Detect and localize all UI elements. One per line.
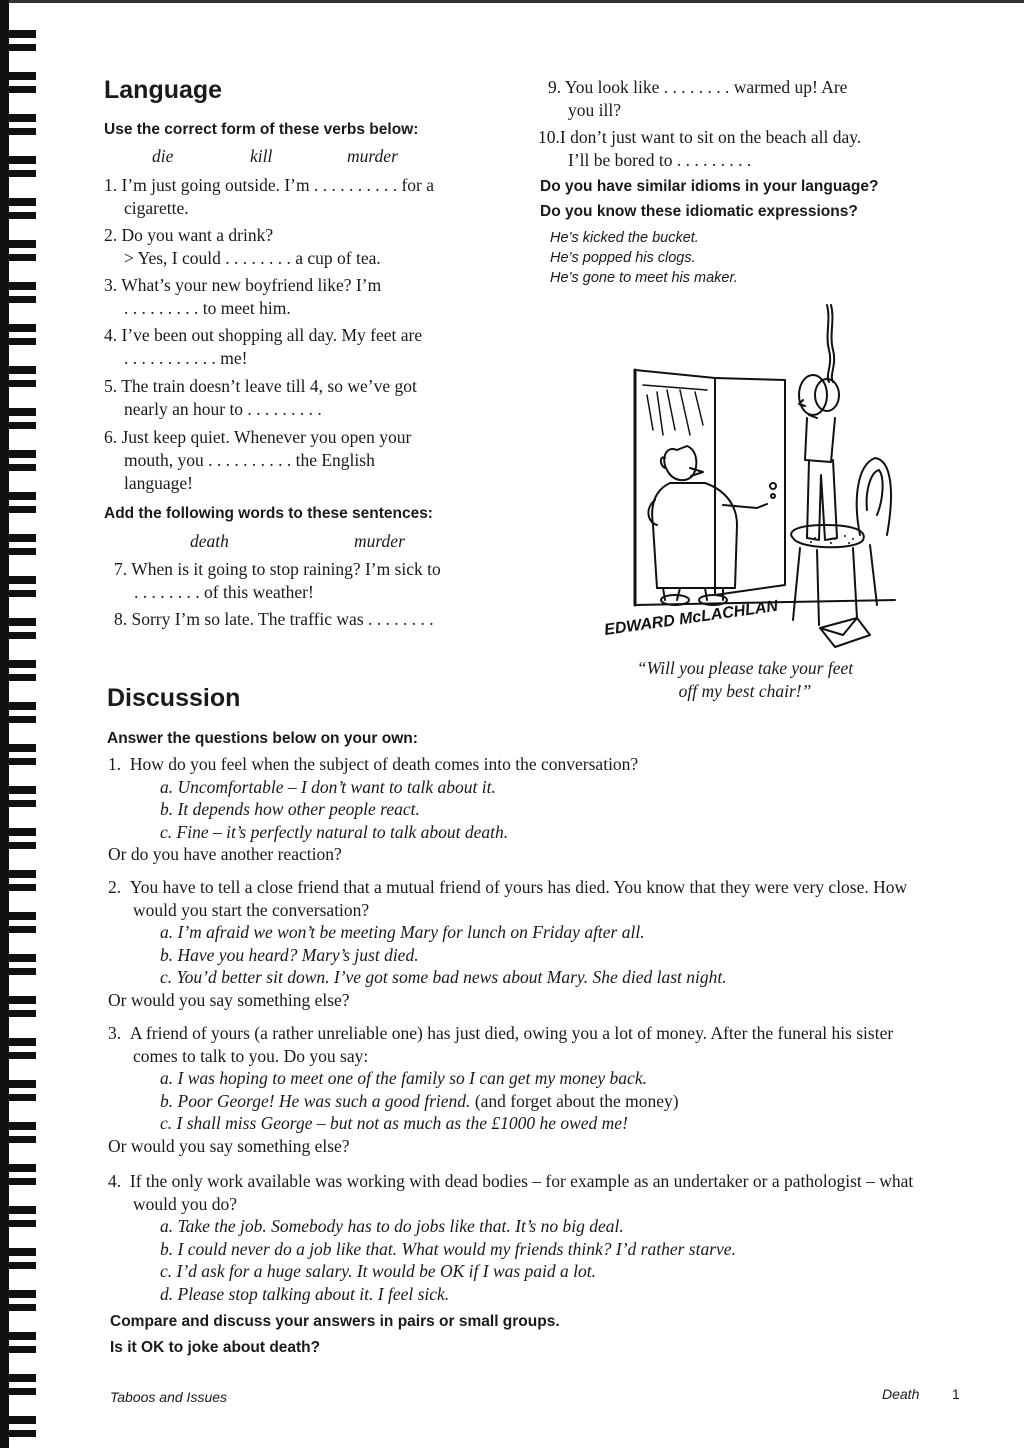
binding-coil <box>6 422 36 429</box>
verb-die: die <box>152 146 174 166</box>
item-text: I’ll be bored to . . . . . . . . . <box>568 150 752 170</box>
expression-2: He’s popped his clogs. <box>550 250 696 266</box>
item-text: The train doesn’t leave till 4, so we’ve got <box>121 376 417 396</box>
item-text: . . . . . . . . . to meet him. <box>124 298 291 318</box>
answer-option: d. Please stop talking about it. I feel sick. <box>160 1283 450 1304</box>
answer-note: (and forget about the money) <box>474 1090 679 1111</box>
item-number: 6. <box>104 427 118 447</box>
binding-coil <box>6 758 36 765</box>
idioms-question: Do you have similar idioms in your language? <box>540 178 879 195</box>
answer-option: c. You’d better sit down. I’ve got some bad news about Mary. She died last night. <box>160 967 727 987</box>
binding-coil <box>6 926 36 933</box>
binding-coil <box>6 170 36 177</box>
binding-coil <box>6 1346 36 1353</box>
binding-coil <box>6 576 36 584</box>
binding-coil <box>6 800 36 807</box>
binding-coil <box>6 1010 36 1017</box>
binding-coil <box>6 450 36 458</box>
spiral-binding <box>0 0 40 1448</box>
binding-coil <box>6 1080 36 1088</box>
item-text: mouth, you . . . . . . . . . . the English <box>124 450 375 470</box>
binding-coil <box>6 254 36 261</box>
expression-1: He’s kicked the bucket. <box>550 230 699 246</box>
binding-coil <box>6 1164 36 1172</box>
question-text: How do you feel when the subject of death comes into the conversation? <box>129 754 639 774</box>
expressions-question: Do you know these idiomatic expressions? <box>540 203 858 220</box>
verb-kill: kill <box>250 146 273 166</box>
closing-instruction: Compare and discuss your answers in pairs or small groups. <box>110 1313 560 1330</box>
item-number: 9. <box>548 77 562 97</box>
discussion-question-2 <box>108 876 928 1011</box>
binding-coil <box>6 1136 36 1143</box>
binding-coil <box>6 1304 36 1311</box>
answer-option: c. I shall miss George – but not as much as the £1000 he owed me! <box>160 1113 628 1133</box>
exercise-item-6 <box>104 426 504 495</box>
binding-coil <box>6 1052 36 1059</box>
binding-coil <box>6 156 36 164</box>
binding-coil <box>6 548 36 555</box>
binding-coil <box>6 842 36 849</box>
item-text: Sorry I’m so late. The traffic was . . . . . . . . <box>131 609 434 629</box>
binding-coil <box>6 744 36 752</box>
item-text: . . . . . . . . of this weather! <box>134 582 314 602</box>
binding-coil <box>6 996 36 1004</box>
answer-option: a. Uncomfortable – I don’t want to talk about it. <box>160 776 496 797</box>
binding-coil <box>6 506 36 513</box>
binding-coil <box>6 1220 36 1227</box>
item-number: 3. <box>104 275 118 295</box>
cartoonist-signature: EDWARD McLACHLAN <box>603 597 779 639</box>
exercise-item-5 <box>104 375 504 421</box>
binding-coil <box>6 366 36 374</box>
item-number: 7. <box>114 559 128 579</box>
binding-coil <box>6 786 36 794</box>
exercise-item-8 <box>114 608 514 631</box>
binding-coil <box>6 1122 36 1130</box>
word-death: death <box>190 531 229 551</box>
binding-coil <box>6 1430 36 1437</box>
caption-line: off my best chair!” <box>678 681 812 701</box>
binding-coil <box>6 1332 36 1340</box>
binding-coil <box>6 716 36 723</box>
binding-coil <box>6 1374 36 1382</box>
binding-coil <box>6 1094 36 1101</box>
scan-top-edge <box>0 0 1024 3</box>
discussion-instruction: Answer the questions below on your own: <box>107 730 418 747</box>
binding-coil <box>6 590 36 597</box>
binding-coil <box>6 338 36 345</box>
binding-coil <box>6 632 36 639</box>
item-text: When is it going to stop raining? I’m sick to <box>131 559 441 579</box>
exercise-item-10 <box>538 126 948 172</box>
item-text: I’ve been out shopping all day. My feet are <box>121 325 423 345</box>
binding-coil <box>6 968 36 975</box>
exercise-item-2 <box>104 224 504 270</box>
item-text: cigarette. <box>124 198 189 218</box>
item-number: 1. <box>104 175 118 195</box>
item-text: nearly an hour to . . . . . . . . . <box>124 399 322 419</box>
item-number: 10. <box>538 127 560 147</box>
binding-coil <box>6 534 36 542</box>
binding-coil <box>6 492 36 500</box>
exercise-item-4 <box>104 324 504 370</box>
answer-option: a. I’m afraid we won’t be meeting Mary for lunch on Friday after all. <box>160 922 645 942</box>
question-text: If the only work available was working with dead bodies – for example as an undertaker or a pathologist – what would you do? <box>129 1171 914 1214</box>
item-text: You look like . . . . . . . . warmed up! Are <box>564 77 848 97</box>
binding-coil <box>6 1416 36 1424</box>
question-tail: Or do you have another reaction? <box>108 844 342 864</box>
discussion-question-4 <box>108 1170 928 1305</box>
binding-coil <box>6 296 36 303</box>
binding-coil <box>6 198 36 206</box>
binding-coil <box>6 702 36 710</box>
item-number: 2. <box>104 225 118 245</box>
binding-coil <box>6 870 36 878</box>
binding-coil <box>6 618 36 626</box>
binding-coil <box>6 44 36 51</box>
binding-coil <box>6 212 36 219</box>
binding-coil <box>6 324 36 332</box>
word-murder: murder <box>354 531 405 551</box>
item-text: Do you want a drink? <box>121 225 274 245</box>
exercise-item-1 <box>104 174 504 220</box>
item-number: 4. <box>104 325 118 345</box>
binding-coil <box>6 828 36 836</box>
binding-coil <box>6 86 36 93</box>
item-number: 8. <box>114 609 128 629</box>
caption-line: “Will you please take your feet <box>636 658 854 678</box>
binding-coil <box>6 72 36 80</box>
answer-option: b. Have you heard? Mary’s just died. <box>160 944 419 965</box>
question-tail: Or would you say something else? <box>108 989 350 1010</box>
item-text: I don’t just want to sit on the beach all day. <box>559 127 862 147</box>
item-text: language! <box>124 473 193 493</box>
binding-coil <box>6 1038 36 1046</box>
exercise-item-7 <box>114 558 514 604</box>
footer-section: Death <box>882 1386 920 1402</box>
answer-option: b. Poor George! He was such a good friend. <box>160 1090 471 1111</box>
item-text: you ill? <box>568 100 621 120</box>
binding-coil <box>6 114 36 122</box>
binding-coil <box>6 1178 36 1185</box>
item-text: What’s your new boyfriend like? I’m <box>121 275 382 295</box>
question-number: 3. <box>108 1023 122 1043</box>
binding-coil <box>6 30 36 38</box>
item-text: I’m just going outside. I’m . . . . . . . . . . for a <box>121 175 435 195</box>
question-number: 2. <box>108 877 122 897</box>
binding-coil <box>6 912 36 920</box>
binding-coil <box>6 380 36 387</box>
binding-coil <box>6 408 36 416</box>
answer-option: b. I could never do a job like that. What would my friends think? I’d rather starve. <box>160 1238 736 1259</box>
discussion-question-3 <box>108 1022 928 1157</box>
exercise-item-3 <box>104 274 504 320</box>
cartoon-illustration <box>595 300 905 660</box>
binding-coil <box>6 1262 36 1269</box>
binding-coil <box>6 128 36 135</box>
question-text: A friend of yours (a rather unreliable one) has just died, owing you a lot of money. After the funeral his sister comes to talk to you. Do you say: <box>129 1023 894 1066</box>
discussion-heading: Discussion <box>107 684 241 712</box>
answer-option: c. Fine – it’s perfectly natural to talk about death. <box>160 821 509 842</box>
binding-coil <box>6 954 36 962</box>
language-instruction: Use the correct form of these verbs below: <box>104 121 419 138</box>
binding-coil <box>6 240 36 248</box>
question-number: 4. <box>108 1171 122 1191</box>
binding-coil <box>6 1206 36 1214</box>
item-text: > Yes, I could . . . . . . . . a cup of tea. <box>124 248 381 268</box>
discussion-question-1 <box>108 753 928 866</box>
binding-coil <box>6 1248 36 1256</box>
answer-option: a. Take the job. Somebody has to do jobs like that. It’s no big deal. <box>160 1216 624 1236</box>
verb-murder: murder <box>347 146 398 166</box>
language-heading: Language <box>104 76 223 104</box>
binding-coil <box>6 660 36 668</box>
question-number: 1. <box>108 754 122 774</box>
binding-coil <box>6 884 36 891</box>
footer-book-title: Taboos and Issues <box>110 1389 228 1405</box>
binding-coil <box>6 1290 36 1298</box>
item-number: 5. <box>104 376 118 396</box>
binding-coil <box>6 674 36 681</box>
question-tail: Or would you say something else? <box>108 1135 350 1156</box>
cartoon-caption <box>610 657 880 703</box>
item-text: Just keep quiet. Whenever you open your <box>121 427 412 447</box>
add-words-instruction: Add the following words to these sentences: <box>104 505 433 522</box>
exercise-item-9 <box>548 76 948 122</box>
binding-coil <box>6 464 36 471</box>
question-text: You have to tell a close friend that a mutual friend of yours has died. You know that they were very close. How would you start the conversation? <box>129 877 908 920</box>
footer-page-number: 1 <box>952 1386 960 1402</box>
item-text: . . . . . . . . . . . me! <box>124 348 248 368</box>
binding-coil <box>6 282 36 290</box>
answer-option: c. I’d ask for a huge salary. It would be OK if I was paid a lot. <box>160 1261 597 1281</box>
binding-coil <box>6 1388 36 1395</box>
answer-option: b. It depends how other people react. <box>160 799 420 819</box>
closing-question: Is it OK to joke about death? <box>110 1339 321 1356</box>
answer-option: a. I was hoping to meet one of the family so I can get my money back. <box>160 1068 647 1088</box>
expression-3: He’s gone to meet his maker. <box>550 270 738 286</box>
